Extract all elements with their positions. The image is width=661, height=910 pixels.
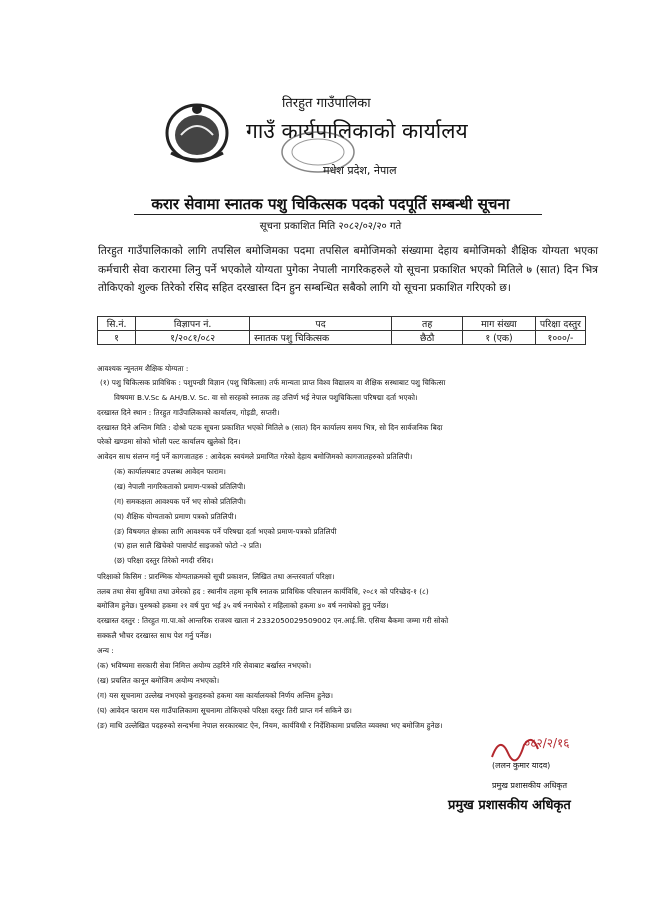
- office-name: गाउँ कार्यपालिकाको कार्यालय: [246, 119, 468, 143]
- body-line: (ख) प्रचलित कानून बमोजिम अयोग्य नभएको।: [97, 676, 220, 685]
- title-underline: [134, 214, 542, 215]
- body-line: (१) पशु चिकित्सक प्राविधिक : पशुपन्छी विज्ञान (पशु चिकित्सा) तर्फ मान्यता प्राप्त विश्व विद्यालय वा शैक्षिक सस्थाबाट पशु चिकित्सा: [100, 378, 446, 387]
- header-cell: माग संख्या: [463, 317, 536, 331]
- header-cell: सि.नं.: [98, 317, 136, 331]
- nepal-emblem-logo: [163, 97, 231, 165]
- office-stamp: [278, 128, 358, 176]
- municipality-name: तिरहुत गाउँपालिका: [282, 96, 371, 111]
- body-line: दरखास्त दस्तुर : तिरहुत गा.पा.को आन्तरिक राजश्व खाता नं 2332050029509002 एन.आई.सि. एसिया बैकमा जम्मा गरी सोको: [97, 616, 449, 625]
- body-line: आवेदन साथ संलग्न गर्नु पर्ने कागजातहरु : आवेदक स्वयंमले प्रमाणित गरेको देहाय बमोजिमको कागजातहरुको प्रतिलिपी।: [97, 452, 413, 461]
- body-line: परिक्षाको किसिम : प्रारम्भिक योग्यताक्रमको सूची प्रकाशन, लिखित तथा अन्तरवार्ता परिक्षा।: [97, 572, 335, 581]
- signature-date: ०८२/२/१६: [524, 736, 570, 750]
- body-line: आवश्यक न्यूनतम शैक्षिक योग्यता :: [97, 364, 189, 373]
- body-line: बमोजिम हुनेछ। पुरुषको हकमा २१ वर्ष पुरा भई ३५ वर्ष ननाघेको र महिलाको हकमा ४० वर्ष ननाघेको हुनु पर्नेछ।: [97, 601, 389, 610]
- office-address: मधेश प्रदेश, नेपाल: [323, 164, 397, 177]
- notice-title: करार सेवामा स्नातक पशु चिकित्सक पदको पदपूर्ति सम्बन्धी सूचना: [151, 195, 510, 213]
- body-line: (च) हाल सालै खिचेको पासपोर्ट साइजको फोटो -२ प्रति।: [114, 541, 262, 550]
- table-cell: १: [98, 331, 136, 345]
- handwritten-signature: [488, 727, 578, 763]
- body-line: (छ) परिक्षा दस्तुर तिरेको नगदी रसिद।: [114, 556, 214, 565]
- table-cell: स्नातक पशु चिकित्सक: [250, 331, 392, 345]
- body-line: (घ) शैक्षिक योग्यताको प्रमाण पत्रको प्रतिलिपी।: [114, 512, 237, 521]
- body-line: दरखास्त दिने स्थान : तिरहुत गाउँपालिकाको कार्यालय, गोइडी, सप्तरी।: [97, 408, 280, 417]
- vacancy-table: [97, 316, 586, 345]
- header-cell: तह: [392, 317, 463, 331]
- body-line: (क) भविष्यमा सरकारी सेवा निमित्त अयोग्य ठहरिने गरि सेवाबाट बर्खास्त नभएको।: [97, 661, 312, 670]
- body-line: तलब तथा सेवा सुविधा तथा उमेरको हद : स्थानीय तहमा कृषि स्नातक प्राविधिक परिचालन कार्यविधि, २०८१ को परिच्छेद-१ (८): [97, 587, 429, 596]
- table-cell: १०००/-: [535, 331, 585, 345]
- signatory-role: प्रमुख प्रशासकीय अधिकृत: [492, 781, 568, 790]
- body-line: (ङ) माथि उल्लेखित पदहरुको सन्दर्भमा नेपाल सरकारबाट ऐन, नियम, कार्यविधी र निर्देशिकामा प्रचलित व्यवस्था भए बमोजिम हुनेछ।: [97, 721, 443, 730]
- signatory-name: (ललन कुमार यादव): [492, 761, 551, 770]
- table-cell: १ (एक): [463, 331, 536, 345]
- body-line: अन्य :: [97, 646, 114, 655]
- signatory-role-stamp: प्रमुख प्रशासकीय अधिकृत: [448, 798, 571, 813]
- header-cell: पद: [250, 317, 392, 331]
- body-line: दरखास्त दिने अन्तिम मिति : दोश्रो पटक सूचना प्रकाशित भएको मितिले ७ (सात) दिन कार्यालय समय भित्र, सो दिन सार्वजनिक बिदा: [97, 423, 443, 432]
- body-line: (क) कार्यालयबाट उपलब्ध आवेदन फाराम।: [114, 467, 226, 476]
- body-line: (ग) समकक्षता आवश्यक पर्ने भए सोको प्रतिलिपी।: [114, 497, 246, 506]
- publish-date: सूचना प्रकाशित मिति २०८२/०२/२० गते: [259, 221, 402, 232]
- body-line: (ग) यस सूचनामा उल्लेख नभएको कुराहरुको हकमा यस कार्यालयको निर्णय अन्तिम हुनेछ।: [97, 691, 334, 700]
- body-line: (घ) आवेदन फाराम यस गाउँपालिकामा सूचनामा तोकिएको परिक्षा दस्तुर तिरी प्राप्त गर्न सकिने छ।: [97, 706, 352, 715]
- body-line: परेको खण्डमा सोको भोली पल्ट कार्यालय खुलेको दिन।: [97, 437, 241, 446]
- header-cell: परिक्षा दस्तुर: [535, 317, 585, 331]
- body-line: सक्कलै भौचर दरखास्त साथ पेश गर्नु पर्नेछ।: [97, 631, 212, 640]
- table-header-row: [98, 317, 586, 331]
- table-cell: १/२०८१/०८२: [136, 331, 250, 345]
- table-cell: छैठौ: [392, 331, 463, 345]
- header-cell: विज्ञापन नं.: [136, 317, 250, 331]
- table-row: [98, 331, 586, 345]
- intro-paragraph: तिरहुत गाउँपालिकाको लागि तपसिल बमोजिमका पदमा तपसिल बमोजिमको संख्यामा देहाय बमोजिमको शैक्षिक योग्यता भएका कर्मचारी सेवा करारमा लिनु पर्ने भएकोले योग्यता पुगेका नेपाली नागरिकहरुले यो सूचना प्रकाशित भएको मितिले ७ (सात) दिन भित्र तोकिएको शुल्क तिरेको रसिद सहित दरखास्त दिन हुन सम्बन्धित सबैको लागि यो सूचना प्रकाशित गरिएको छ।: [98, 245, 598, 295]
- body-line: विषयमा B.V.Sc & AH/B.V. Sc. वा सो सरहको स्नातक तह उत्तिर्ण भई नेपाल पशुचिकित्सा परिषद्मा दर्ता भएको।: [114, 393, 418, 402]
- body-line: (ङ) विषयगत क्षेत्रका लागि आवश्यक पर्ने परिषद्मा दर्ता भएको प्रमाण-पत्रको प्रतिलिपी: [114, 527, 337, 536]
- body-line: (ख) नेपाली नागरिकताको प्रमाण-पत्रको प्रतिलिपी।: [114, 482, 246, 491]
